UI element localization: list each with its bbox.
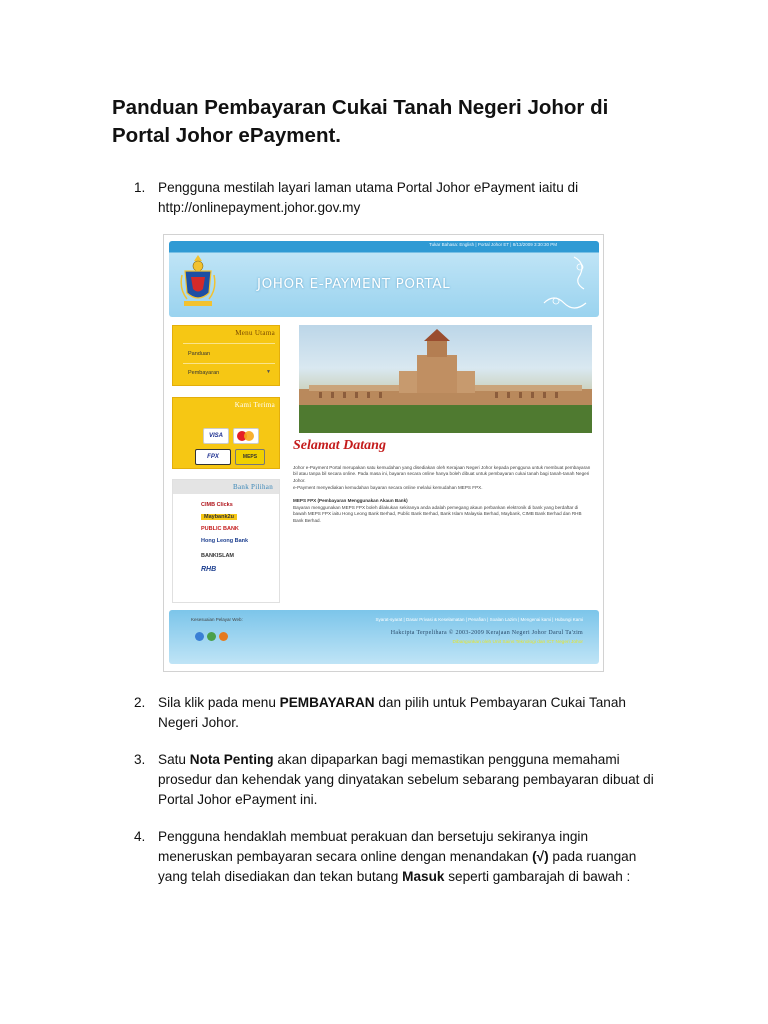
meps-fpx-paragraph: Bayaran menggunakan MEPS FPX boleh dilakukan sekiranya anda adalah pemegang akaun perbankan elektronik di bank yang berdaftar di bawah MEPS FPX iaitu Hong Leong Bank Berhad, Public Bank Berhad, Bank Islam Malaysia Berhad, Maybank, CIMB Bank Berhad dan RHB Bank Berhad. xyxy=(293,505,582,523)
step-text: Satu Nota Penting akan dipaparkan bagi memastikan pengguna memahami prosedur dan kehendak yang dinyatakan sebelum sebarang pembayaran dibuat di Portal Johor ePayment ini. xyxy=(158,752,654,807)
footer-copyright: Hakcipta Terpelihara © 2003-2009 Kerajaan Negeri Johor Darul Ta'zim xyxy=(390,630,583,636)
step-number: 3. xyxy=(134,752,146,767)
step-number: 4. xyxy=(134,829,146,844)
menu-divider xyxy=(183,363,275,364)
main-menu-title: Menu Utama xyxy=(235,329,275,337)
johor-crest-icon xyxy=(179,253,217,311)
meps-logo: MEPS xyxy=(235,449,265,465)
meps-fpx-heading: MEPS FPX (Pembayaran Menggunakan Akaun Bank) xyxy=(293,498,408,503)
footer-credit: Dibangunkan oleh Unit Sains Teknologi dan ICT Negeri Johor xyxy=(452,640,583,645)
bank-islam[interactable]: BANKISLAM xyxy=(201,553,234,559)
document-title: Panduan Pembayaran Cukai Tanah Negeri Johor di Portal Johor ePayment. xyxy=(112,96,609,147)
building-photo xyxy=(299,325,592,433)
footer-links[interactable]: Syarat-syarat | Dasar Privasi & Keselamatan | Penafian | Soalan Lazim | Mengenai kami | Hubungi Kami xyxy=(375,617,583,622)
portal-screenshot xyxy=(163,234,604,672)
menu-item-pembayaran[interactable]: Pembayaran xyxy=(188,370,220,376)
portal-topbar: Tukar Bahasa: English | Portal Johor ET | 8/13/2009 3:30:30 PM xyxy=(429,242,557,247)
browser-compat-label: Kesesuaian Pelayar Web: xyxy=(191,617,243,622)
intro-paragraph: Johor e-Payment Portal merupakan satu kemudahan yang disediakan oleh Kerajaan Negeri Johor kepada pengguna untuk membuat pembayaran bil atau tanpa bil secara online. Pada masa ini, bayaran secara online hanya boleh dibuat untuk pembayaran cukai tanah bagi tanah-tanah Negeri Johor. xyxy=(293,465,591,483)
bank-public-bank[interactable]: PUBLIC BANK xyxy=(201,526,239,532)
chrome-browser-icon xyxy=(207,632,216,641)
menu-divider xyxy=(183,343,275,344)
floral-ornament-icon xyxy=(534,253,594,315)
government-building-image xyxy=(299,325,592,433)
portal-footer xyxy=(169,610,599,664)
step-1 xyxy=(134,178,654,218)
step-text: Pengguna mestilah layari laman utama Portal Johor ePayment iaitu di http://onlinepayment.johor.gov.my xyxy=(158,180,579,215)
bank-list-title: Bank Pilihan xyxy=(233,483,273,491)
fpx-logo: FPX xyxy=(195,449,231,465)
portal-name: JOHOR E-PAYMENT PORTAL xyxy=(257,276,451,292)
step-4 xyxy=(134,827,654,887)
payment-paragraph: e-Payment menyediakan kemudahan bayaran secara online melalui kemudahan MEPS FPX. xyxy=(293,485,483,490)
step-text: Pengguna hendaklah membuat perakuan dan bersetuju sekiranya ingin meneruskan pembayaran secara online dengan menandakan (√) pada ruangan yang telah disediakan dan tekan butang Masuk seperti gambarajah di bawah : xyxy=(158,829,637,884)
menu-item-panduan[interactable]: Panduan xyxy=(188,351,211,357)
step-number: 2. xyxy=(134,695,146,710)
bank-hong-leong[interactable]: Hong Leong Bank xyxy=(201,538,249,544)
bank-maybank[interactable]: Maybank2u xyxy=(201,514,237,520)
portal-header xyxy=(169,241,599,317)
accepted-payments xyxy=(172,397,280,469)
bank-list xyxy=(172,479,280,603)
step-text: Sila klik pada menu PEMBAYARAN dan pilih untuk Pembayaran Cukai Tanah Negeri Johor. xyxy=(158,695,626,730)
firefox-browser-icon xyxy=(219,632,228,641)
mastercard-logo xyxy=(233,428,259,444)
welcome-heading: Selamat Datang xyxy=(293,438,386,453)
step-number: 1. xyxy=(134,180,146,195)
bank-rhb[interactable]: RHB xyxy=(201,566,217,573)
ie-browser-icon xyxy=(195,632,204,641)
step-3 xyxy=(134,750,654,810)
main-menu xyxy=(172,325,280,386)
accepted-payments-title: Kami Terima xyxy=(234,401,275,409)
bank-cimb[interactable]: CIMB Clicks xyxy=(201,502,233,508)
visa-logo: VISA xyxy=(203,428,229,444)
step-2 xyxy=(134,693,654,733)
chevron-down-icon: ▼ xyxy=(266,369,271,375)
